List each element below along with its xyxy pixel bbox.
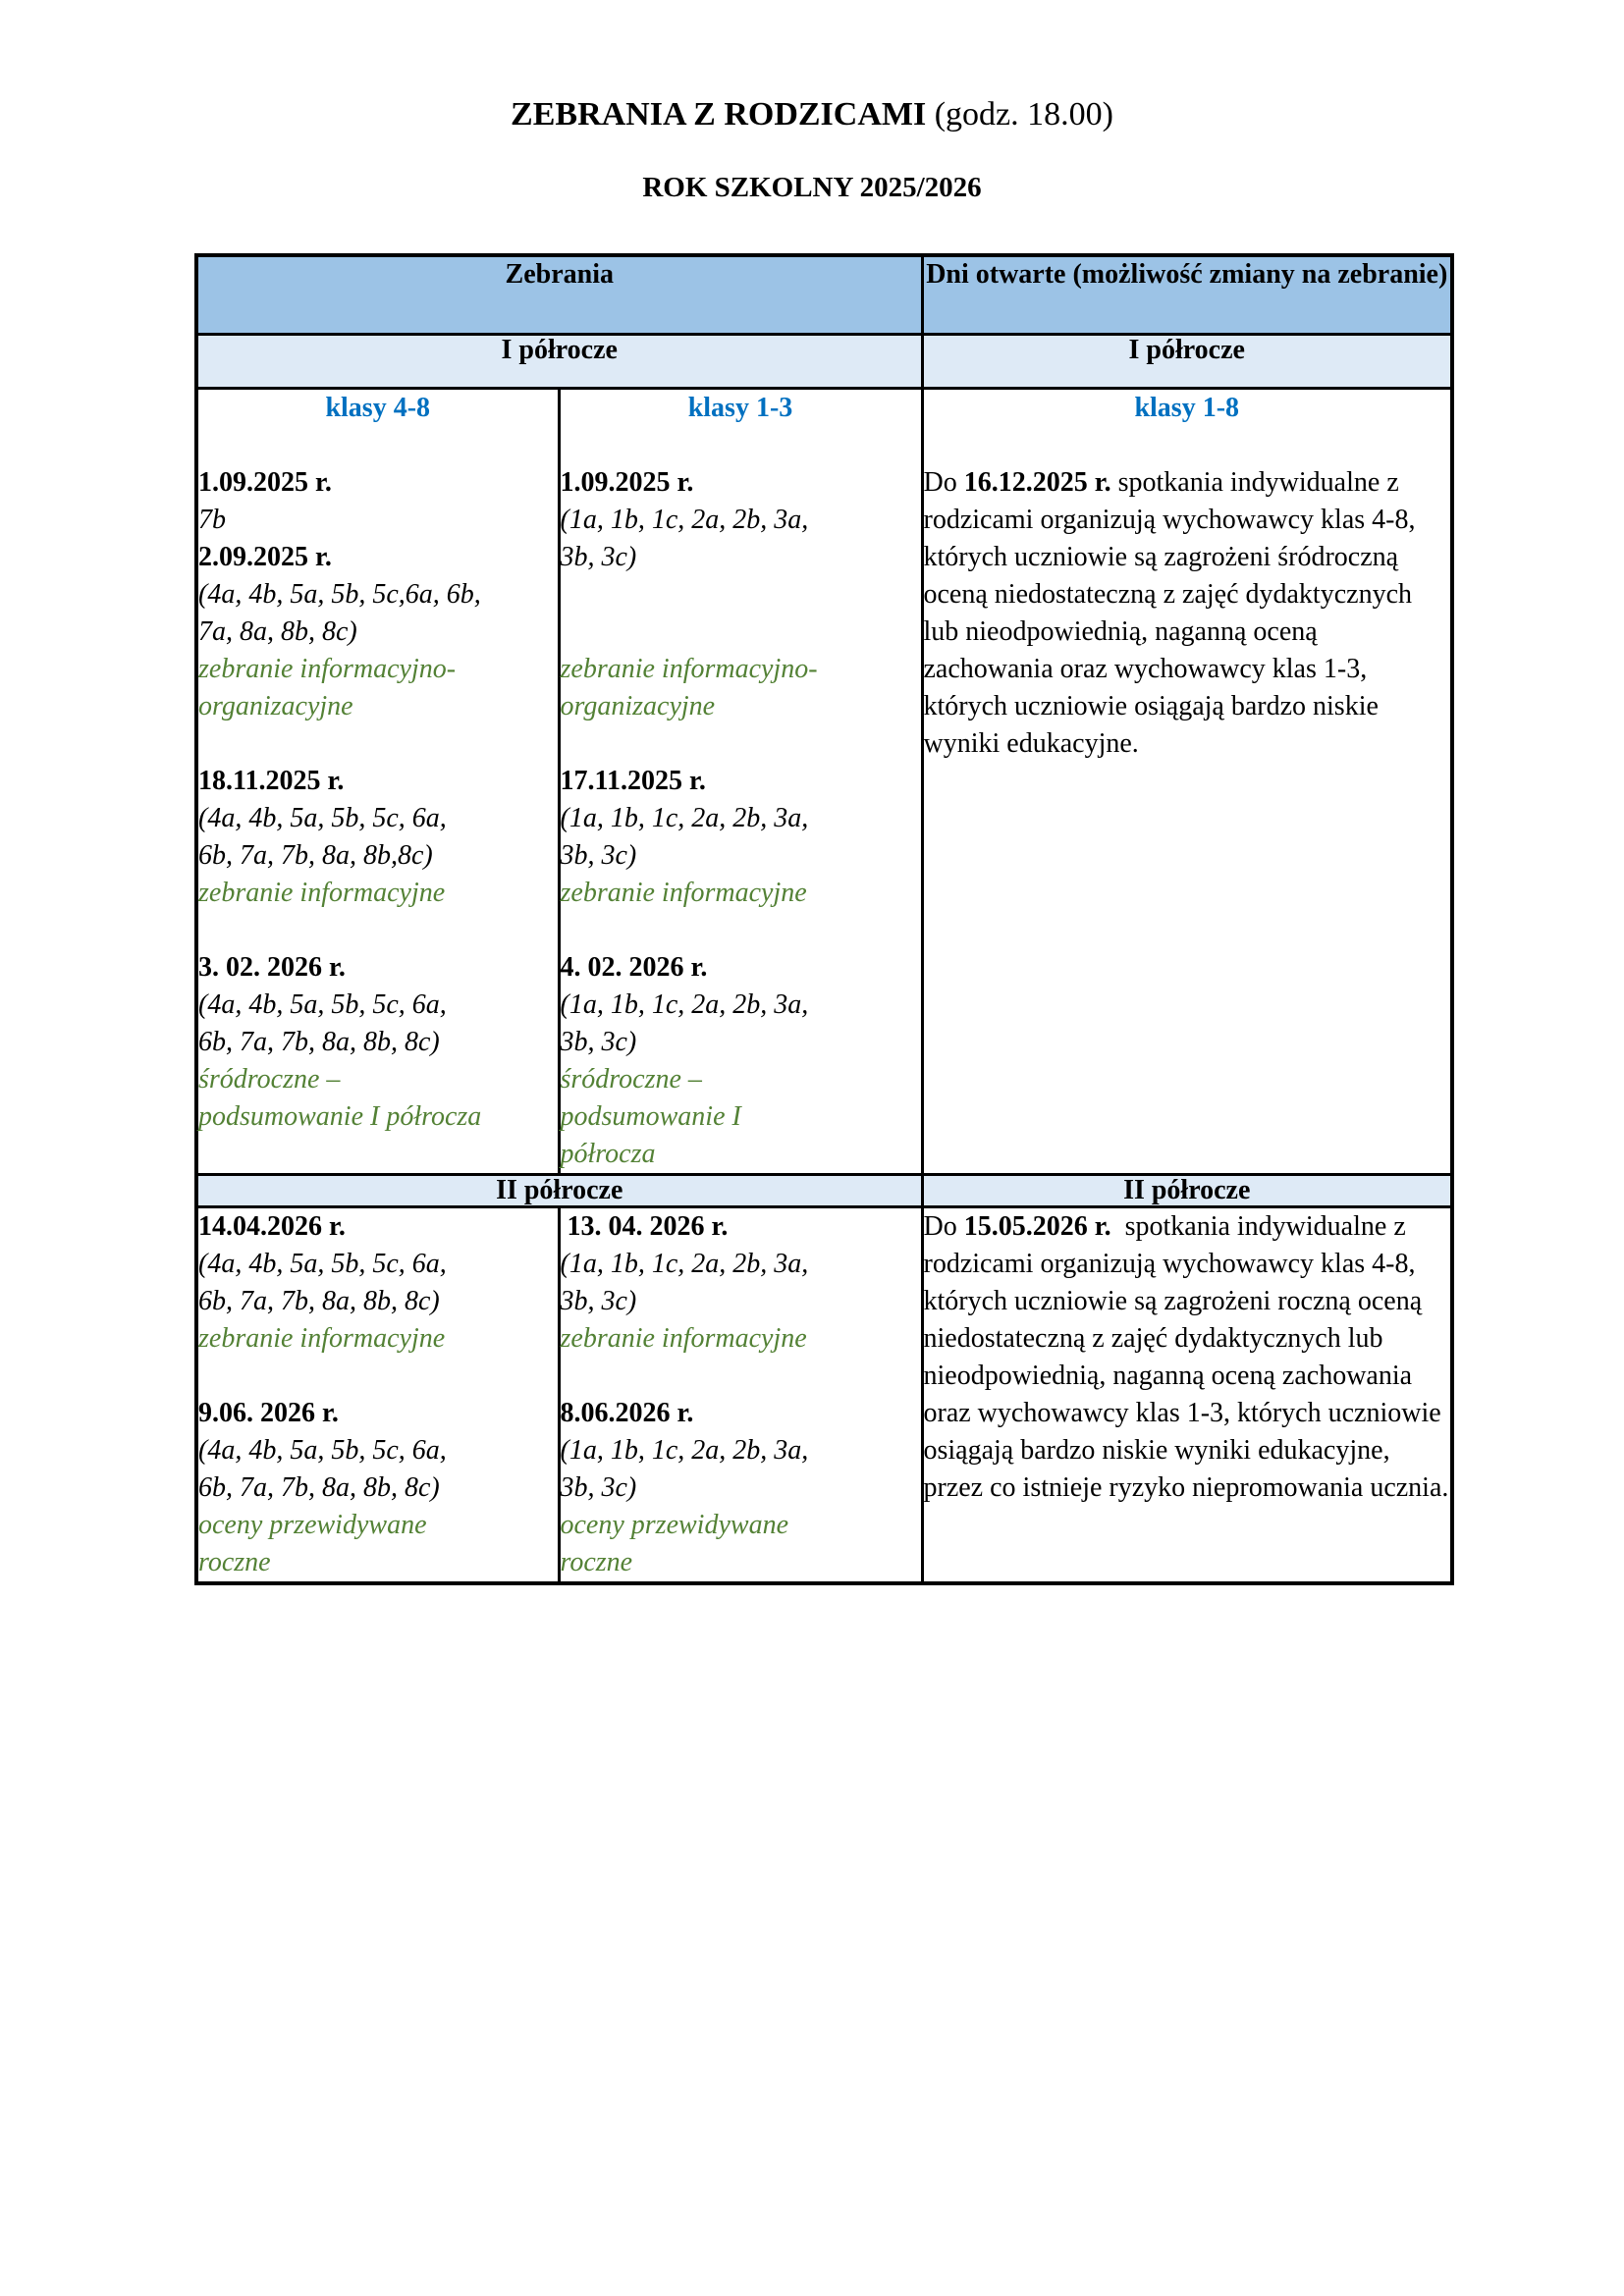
text-line: podsumowanie I półrocza	[198, 1101, 482, 1132]
text-line: 6b, 7a, 7b, 8a, 8b, 8c)	[198, 1286, 440, 1316]
text-line: roczne	[198, 1547, 271, 1577]
text-line: 3b, 3c)	[560, 542, 637, 572]
text-line: 1.09.2025 r.	[560, 467, 694, 498]
text-line: (4a, 4b, 5a, 5b, 5c, 6a,	[198, 989, 447, 1020]
text-line: (1a, 1b, 1c, 2a, 2b, 3a,	[560, 1249, 809, 1279]
semester2-row	[196, 1175, 1452, 1207]
open-days-paragraph	[924, 1208, 1451, 1507]
text-line: zebranie informacyjne	[198, 1323, 446, 1354]
paragraph-text: Do	[923, 467, 964, 498]
text-line	[561, 427, 921, 464]
text-line: (1a, 1b, 1c, 2a, 2b, 3a,	[560, 1435, 809, 1466]
text-line: 17.11.2025 r.	[560, 766, 706, 796]
open-days-paragraph	[924, 464, 1451, 763]
text-line: 3b, 3c)	[560, 1472, 637, 1503]
page-title-time: (godz. 18.00)	[926, 96, 1113, 133]
text-line: 8.06.2026 r.	[560, 1398, 694, 1428]
page-title	[0, 94, 1624, 135]
cell-s2-klasy-4-8	[196, 1207, 559, 1584]
text-line: 6b, 7a, 7b, 8a, 8b,8c)	[198, 840, 433, 871]
text-line	[198, 912, 558, 949]
text-line: roczne	[560, 1547, 633, 1577]
semester1-content-row	[196, 389, 1452, 1175]
text-line: 4. 02. 2026 r.	[560, 952, 708, 983]
text-line	[198, 725, 558, 763]
paragraph-text: spotkania indywidualne z rodzicami organizują wychowawcy klas 4-8, których uczniowie są zagrożeni śródroczną oceną niedostateczną z zajęć dydaktycznych lub nieodpowiednią, naganną oceną zachowania oraz wychowawcy klas 1-3, których uczniowie osiągają bardzo niskie wyniki edukacyjne.	[923, 467, 1423, 759]
text-line: zebranie informacyjne	[560, 1323, 807, 1354]
text-line: 14.04.2026 r.	[198, 1211, 346, 1242]
text-line	[198, 427, 558, 464]
text-line: podsumowanie I	[560, 1101, 741, 1132]
text-line: (4a, 4b, 5a, 5b, 5c,6a, 6b,	[198, 579, 481, 610]
cell-s1-klasy-1-8	[922, 389, 1452, 1175]
semester1-row	[196, 335, 1452, 389]
text-line: (4a, 4b, 5a, 5b, 5c, 6a,	[198, 803, 447, 833]
text-line: (1a, 1b, 1c, 2a, 2b, 3a,	[560, 803, 809, 833]
text-line: (4a, 4b, 5a, 5b, 5c, 6a,	[198, 1249, 447, 1279]
text-line: (4a, 4b, 5a, 5b, 5c, 6a,	[198, 1435, 447, 1466]
text-line: zebranie informacyjno-	[560, 654, 818, 684]
text-line: półrocza	[560, 1139, 656, 1169]
class-group-heading: klasy 1-8	[1134, 393, 1240, 423]
text-line: oceny przewidywane	[198, 1510, 427, 1540]
text-line: organizacyjne	[198, 691, 353, 721]
text-line	[924, 427, 1451, 464]
cell-s1-klasy-4-8	[196, 389, 559, 1175]
text-line: zebranie informacyjne	[560, 878, 807, 908]
text-line: (1a, 1b, 1c, 2a, 2b, 3a,	[560, 989, 809, 1020]
semester2-content-row	[196, 1207, 1452, 1584]
text-line: zebranie informacyjne	[198, 878, 446, 908]
schedule-table	[194, 253, 1454, 1585]
paragraph-text: spotkania indywidualne z rodzicami organizują wychowawcy klas 4-8, których uczniowie są zagrożeni roczną oceną niedostateczną z zajęć dydaktycznych lub nieodpowiednią, naganną oceną zachowania oraz wychowawcy klas 1-3, których uczniowie osiągają bardzo niskie wyniki edukacyjne, przez co istnieje ryzyko niepromowania ucznia.	[923, 1211, 1449, 1503]
text-line: 1.09.2025 r.	[198, 467, 332, 498]
text-line: 3. 02. 2026 r.	[198, 952, 346, 983]
cell-s1-klasy-1-3	[559, 389, 922, 1175]
text-line: śródroczne –	[560, 1064, 702, 1095]
text-line: 3b, 3c)	[560, 1027, 637, 1057]
header-cell-dni-otwarte: Dni otwarte (możliwość zmiany na zebranie)	[922, 255, 1452, 335]
page-title-main: ZEBRANIA Z RODZICAMI	[511, 96, 927, 133]
page-subtitle: ROK SZKOLNY 2025/2026	[642, 172, 982, 203]
semester2-label-right: II półrocze	[922, 1175, 1452, 1207]
semester1-label-right: I półrocze	[922, 335, 1452, 389]
cell-s2-klasy-1-3	[559, 1207, 922, 1584]
deadline-date: 15.05.2026 r.	[963, 1211, 1111, 1242]
class-group-heading: klasy 4-8	[325, 393, 431, 423]
text-line: 13. 04. 2026 r.	[560, 1211, 729, 1242]
text-line	[198, 1358, 558, 1395]
cell-s2-klasy-1-8	[922, 1207, 1452, 1584]
text-line	[561, 614, 921, 651]
text-line	[561, 576, 921, 614]
text-line: 7a, 8a, 8b, 8c)	[198, 616, 357, 647]
text-line: oceny przewidywane	[560, 1510, 788, 1540]
header-cell-zebrania: Zebrania	[196, 255, 922, 335]
text-line: (1a, 1b, 1c, 2a, 2b, 3a,	[560, 505, 809, 535]
paragraph-text: Do	[923, 1211, 964, 1242]
text-line: 7b	[198, 505, 226, 535]
semester1-label-left: I półrocze	[196, 335, 922, 389]
text-line: 2.09.2025 r.	[198, 542, 332, 572]
text-line	[561, 912, 921, 949]
text-line: 3b, 3c)	[560, 1286, 637, 1316]
text-line	[561, 1358, 921, 1395]
semester2-label-left: II półrocze	[196, 1175, 922, 1207]
class-group-heading: klasy 1-3	[687, 393, 793, 423]
text-line: 3b, 3c)	[560, 840, 637, 871]
text-line: 18.11.2025 r.	[198, 766, 345, 796]
text-line	[561, 725, 921, 763]
deadline-date: 16.12.2025 r.	[963, 467, 1111, 498]
text-line: śródroczne –	[198, 1064, 341, 1095]
text-line: 9.06. 2026 r.	[198, 1398, 339, 1428]
text-line: organizacyjne	[560, 691, 716, 721]
text-line: zebranie informacyjno-	[198, 654, 457, 684]
text-line: 6b, 7a, 7b, 8a, 8b, 8c)	[198, 1027, 440, 1057]
header-row	[196, 255, 1452, 335]
text-line: 6b, 7a, 7b, 8a, 8b, 8c)	[198, 1472, 440, 1503]
